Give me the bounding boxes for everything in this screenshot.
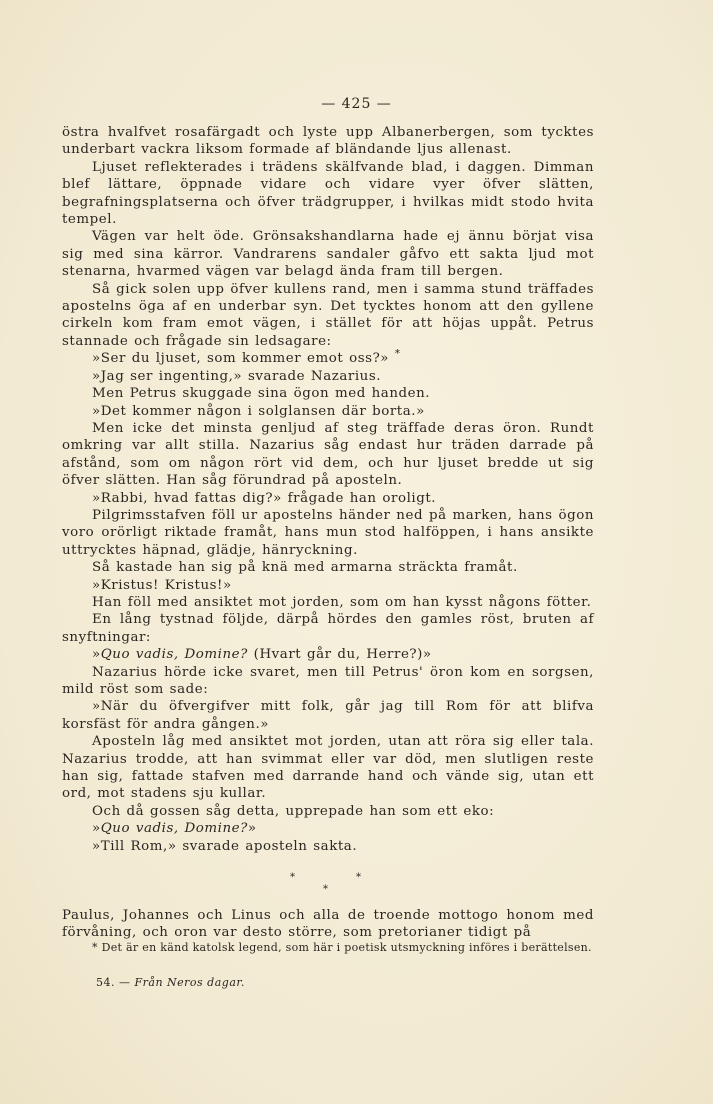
paragraph: [62, 698, 594, 733]
paragraph: [62, 559, 594, 576]
paragraph-text: »Kristus! Kristus!»: [92, 577, 232, 593]
paragraph: [62, 228, 594, 280]
paragraph: [62, 281, 594, 351]
quote-open: »: [92, 821, 101, 837]
paragraph: [62, 403, 594, 420]
paragraph: [62, 124, 594, 159]
separator-star: *: [356, 872, 362, 884]
signature-title: Från Neros dagar.: [134, 976, 245, 989]
paragraph-text: »Ser du ljuset, som kommer emot oss?»: [92, 351, 390, 367]
paragraph: [62, 385, 594, 402]
paragraph: [62, 594, 594, 611]
paragraph: [62, 577, 594, 594]
signature-number: 54. —: [96, 976, 131, 989]
paragraph: [62, 803, 594, 820]
paragraph: [62, 159, 594, 229]
paragraph: [62, 820, 594, 837]
paragraph-text: Så gick solen upp öfver kullens rand, men i samma stund träffades apostelns öga af en underbar syn. Det tycktes honom att den gyllene cirkeln kom fram emot vägen, i stället för att höjas uppåt. Petrus stannade och frågade sin ledsagare:: [62, 281, 594, 349]
paragraph: [62, 646, 594, 663]
paragraph-text: Han föll med ansiktet mot jorden, som om han kysst någons fötter.: [92, 594, 592, 610]
footnote-reference: *: [394, 348, 401, 360]
paragraph-text: Och då gossen såg detta, upprepade han som ett eko:: [92, 803, 495, 819]
paragraph: [62, 733, 594, 803]
paragraph: [62, 664, 594, 699]
paragraph: [62, 368, 594, 385]
paragraph: [62, 611, 594, 646]
page-number: — 425 —: [321, 96, 392, 112]
quote-close: (Hvart går du, Herre?)»: [247, 647, 432, 663]
paragraph-text: Men Petrus skuggade sina ögon med handen.: [92, 386, 431, 402]
paragraph: [62, 350, 594, 367]
latin-phrase: Quo vadis, Domine?: [100, 821, 248, 837]
paragraph: [62, 420, 594, 490]
paragraph-text: »Jag ser ingenting,» svarade Nazarius.: [92, 368, 382, 384]
paragraph-text: Nazarius hörde icke svaret, men till Petrus' öron kom en sorgsen, mild röst som sade:: [62, 664, 594, 697]
closing-paragraph: Paulus, Johannes och Linus och alla de troende mottogo honom med förvåning, och oron var desto större, som pretorianer tidigt på: [62, 908, 594, 941]
paragraph-text: Vägen var helt öde. Grönsakshandlarna hade ej ännu börjat visa sig med sina kärror. Vandrarens sandaler gåfvo ett sakta ljud mot stenarna, hvarmed vägen var belagd ända fram till bergen.: [62, 229, 594, 280]
paragraph-text: »Rabbi, hvad fattas dig?» frågade han oroligt.: [92, 490, 437, 506]
paragraph-text: »När du öfvergifver mitt folk, går jag till Rom för att blifva korsfäst för andra gången.»: [62, 699, 594, 732]
footnote: [62, 940, 594, 956]
paragraph: [62, 490, 594, 507]
body-text: [62, 124, 594, 942]
paragraph-text: Så kastade han sig på knä med armarna sträckta framåt.: [92, 560, 518, 576]
paragraph-text: En lång tystnad följde, därpå hördes den gamles röst, bruten af snyftningar:: [62, 612, 594, 645]
signature-line: [96, 976, 245, 989]
paragraph-text: »Det kommer någon i solglansen där borta.»: [92, 403, 425, 419]
section-separator: [62, 855, 594, 907]
paragraph: [62, 507, 594, 559]
paragraph-text: Aposteln låg med ansiktet mot jorden, utan att röra sig eller tala. Nazarius trodde, att han svimmat eller var död, men slutligen reste han sig, fattade stafven med darrande hand och vände sig, utan ett ord, mot stadens sju kullar.: [62, 734, 594, 802]
paragraph-text: »Till Rom,» svarade aposteln sakta.: [92, 838, 358, 854]
paragraph-text: Pilgrimsstafven föll ur apostelns händer ned på marken, hans ögon voro orörligt riktade framåt, hans mun stod halföppen, i hans ansikte uttrycktes häpnad, glädje, hänryckning.: [62, 507, 594, 558]
paragraph-text: östra hvalfvet rosafärgadt och lyste upp Albanerbergen, som tycktes underbart vackra liksom formade af bländande ljus allenast.: [62, 125, 594, 158]
paragraph-text: Ljuset reflekterades i trädens skälfvande blad, i daggen. Dimman blef lättare, öppnade vidare och vidare vyer öfver slätten, begrafningsplatserna och öfver trädgrupper, i hvilkas midt stodo hvita tempel.: [62, 159, 594, 228]
separator-star: *: [290, 872, 296, 884]
separator-star: *: [323, 884, 329, 896]
paragraph-text: Men icke det minsta genljud af steg träffade deras öron. Rundt omkring var allt stilla. Nazarius såg endast hur träden darrade på afstånd, som om någon rört vid dem, och hur ljuset bredde ut sig öfver slätten. Han såg förundrad på aposteln.: [62, 420, 594, 489]
quote-close: »: [247, 821, 257, 837]
latin-phrase: Quo vadis, Domine?: [100, 647, 248, 663]
quote-open: »: [92, 647, 101, 663]
paragraph: [62, 838, 594, 855]
footnote-text: * Det är en känd katolsk legend, som här i poetisk utsmyckning införes i berättelsen.: [92, 941, 592, 954]
